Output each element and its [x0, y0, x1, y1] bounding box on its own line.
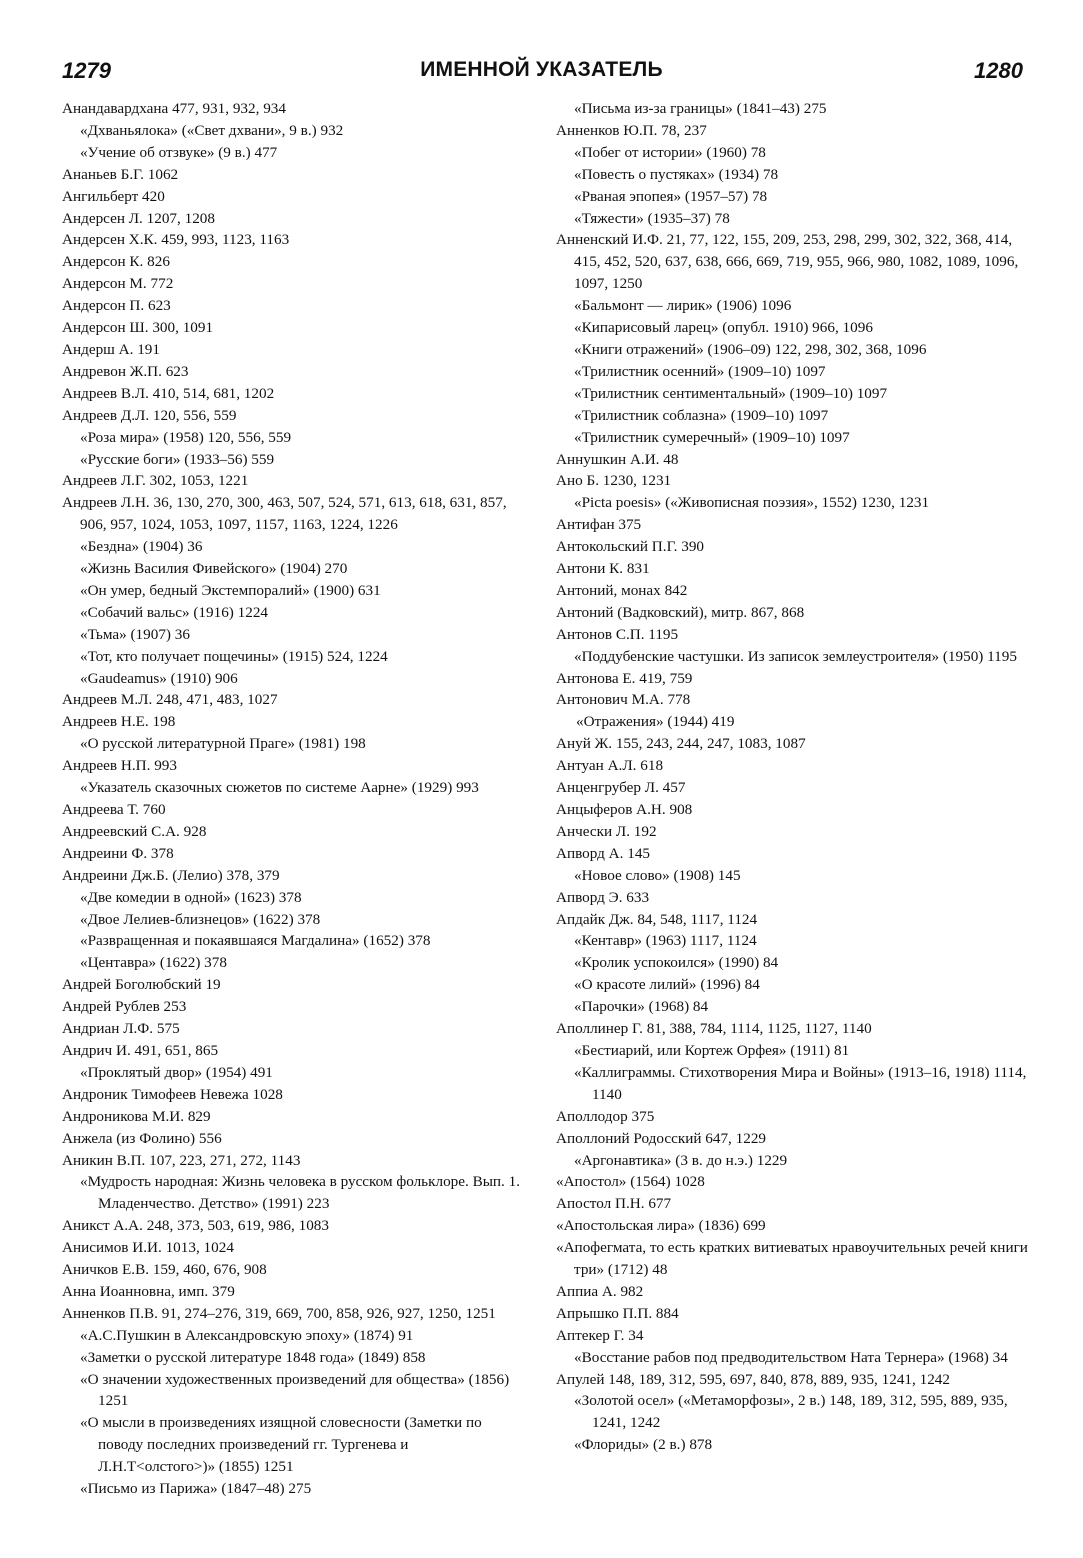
index-entry: Анцыферов А.Н. 908	[556, 801, 693, 818]
index-entry: Андрич И. 491, 651, 865	[62, 1041, 219, 1059]
index-subentry: «Рваная эпопея» (1957–57) 78	[574, 187, 768, 205]
index-entry: Апостол П.Н. 677	[556, 1195, 672, 1213]
index-entry: Андерш А. 191	[62, 340, 160, 358]
index-entry: Андреев М.Л. 248, 471, 483, 1027	[62, 691, 278, 709]
index-subentry: «Книги отражений» (1906–09) 122, 298, 302, 368, 1096	[574, 340, 927, 358]
index-entry: Андреев Л.Г. 302, 1053, 1221	[62, 472, 249, 490]
index-entry: Ананьев Б.Г. 1062	[62, 165, 179, 183]
index-subentry: «Флориды» (2 в.) 878	[574, 1436, 713, 1454]
index-entry: Ано Б. 1230, 1231	[556, 472, 672, 490]
index-entry: Аппиа А. 982	[556, 1282, 644, 1300]
index-entry: Андерсен Л. 1207, 1208	[62, 209, 215, 227]
index-subentry: «Бездна» (1904) 36	[80, 538, 203, 556]
index-entry: Анандавардхана 477, 931, 932, 934	[62, 100, 286, 117]
index-subentry: «Развращенная и покаявшаяся Магдалина» (1652) 378	[80, 932, 431, 950]
index-subentry: «Учение об отзвуке» (9 в.) 477	[80, 143, 278, 161]
index-entry: Андерсон П. 623	[62, 297, 171, 315]
index-subentry: «О русской литературной Праге» (1981) 198	[80, 735, 366, 753]
index-subentry: «Тяжести» (1935–37) 78	[574, 209, 730, 227]
index-entry: Андреини Дж.Б. (Лелио) 378, 379	[62, 866, 280, 884]
page-number-left: 1279	[62, 58, 111, 83]
index-subentry: «Мудрость народная: Жизнь человека в русском фольклоре. Вып. 1. Младенчество. Детство» (1991) 223	[80, 1173, 521, 1213]
index-entry: «Апофегмата, то есть кратких витиеватых нравоучительных речей книги три» (1712) 48	[556, 1239, 1028, 1279]
index-entry: Антокольский П.Г. 390	[556, 538, 705, 556]
index-entry: Андриан Л.Ф. 575	[62, 1020, 180, 1038]
index-entry: Анценгрубер Л. 457	[556, 779, 686, 797]
index-entry: Аникин В.П. 107, 223, 271, 272, 1143	[62, 1151, 301, 1169]
index-subentry: «Парочки» (1968) 84	[574, 998, 709, 1016]
index-entry: «Апостольская лира» (1836) 699	[556, 1217, 766, 1235]
index-entry: Андреев В.Л. 410, 514, 681, 1202	[62, 384, 275, 402]
index-entry: Ангильберт 420	[62, 187, 165, 205]
index-entry: Андрей Рублев 253	[62, 998, 187, 1016]
index-entry: Ануй Ж. 155, 243, 244, 247, 1083, 1087	[556, 735, 806, 753]
index-entry: Антонова Е. 419, 759	[556, 669, 693, 687]
index-subentry: «Золотой осел» («Метаморфозы», 2 в.) 148, 189, 312, 595, 889, 935, 1241, 1242	[574, 1392, 1008, 1432]
index-entry: Аполлодор 375	[556, 1107, 655, 1125]
index-subentry: «Бестиарий, или Кортеж Орфея» (1911) 81	[574, 1041, 850, 1059]
index-subentry: «Проклятый двор» (1954) 491	[80, 1063, 273, 1081]
index-entry: Апрышко П.П. 884	[556, 1304, 679, 1322]
index-entry: Андреевский С.А. 928	[62, 822, 207, 840]
index-entry: Антоний (Вадковский), митр. 867, 868	[556, 603, 805, 621]
index-entry: Аполлинер Г. 81, 388, 784, 1114, 1125, 1127, 1140	[556, 1020, 872, 1038]
running-title: ИМЕННОЙ УКАЗАТЕЛЬ	[420, 58, 663, 81]
index-entry: Андреева Т. 760	[62, 801, 166, 818]
index-entry: Андрей Боголюбский 19	[62, 976, 221, 994]
index-subentry: «Побег от истории» (1960) 78	[574, 143, 766, 161]
index-subentry: «Трилистник соблазна» (1909–10) 1097	[574, 406, 829, 424]
index-subentry: «Двое Лелиев-близнецов» (1622) 378	[80, 910, 321, 928]
index-subentry: «Трилистник сумеречный» (1909–10) 1097	[574, 428, 850, 446]
index-subentry: «Центавра» (1622) 378	[80, 954, 227, 972]
index-entry: Андерсон К. 826	[62, 253, 170, 271]
index-subentry: «Собачий вальс» (1916) 1224	[80, 603, 269, 621]
index-subentry: «Он умер, бедный Экстемпоралий» (1900) 631	[80, 581, 381, 599]
index-entry: Анненков Ю.П. 78, 237	[556, 121, 707, 139]
index-column-left	[62, 98, 524, 1500]
index-subentry: «Жизнь Василия Фивейского» (1904) 270	[80, 560, 348, 578]
index-subentry: «Тот, кто получает пощечины» (1915) 524, 1224	[80, 647, 388, 665]
index-subentry: «Новое слово» (1908) 145	[574, 866, 741, 884]
index-subentry: «О красоте лилий» (1996) 84	[574, 976, 760, 994]
index-subentry: «Кентавр» (1963) 1117, 1124	[574, 932, 757, 950]
index-entry: Андреини Ф. 378	[62, 844, 174, 862]
index-entry: Андерсон М. 772	[62, 275, 174, 293]
index-entry: Апворд Э. 633	[556, 888, 650, 906]
index-subentry: «Две комедии в одной» (1623) 378	[80, 888, 302, 906]
index-subentry: «Picta poesis» («Живописная поэзия», 1552) 1230, 1231	[574, 494, 930, 512]
index-subentry: «Поддубенские частушки. Из записок землеустроителя» (1950) 1195	[574, 647, 1017, 665]
index-entry: Апулей 148, 189, 312, 595, 697, 840, 878, 889, 935, 1241, 1242	[556, 1370, 950, 1388]
index-entry: Антони К. 831	[556, 560, 650, 578]
index-entry: Аптекер Г. 34	[556, 1326, 644, 1344]
index-entry: Андреев Д.Л. 120, 556, 559	[62, 406, 237, 424]
index-entry: Апворд А. 145	[556, 844, 651, 862]
index-subentry: «Gaudeamus» (1910) 906	[80, 669, 238, 687]
index-subentry: «Письма из-за границы» (1841–43) 275	[574, 100, 827, 117]
index-entry: Аполлоний Родосский 647, 1229	[556, 1129, 767, 1147]
index-subentry: «Аргонавтика» (3 в. до н.э.) 1229	[574, 1151, 788, 1169]
index-subentry: «Роза мира» (1958) 120, 556, 559	[80, 428, 292, 446]
index-entry: Андроник Тимофеев Невежа 1028	[62, 1085, 283, 1103]
index-entry: Анисимов И.И. 1013, 1024	[62, 1239, 234, 1257]
index-entry: Анненский И.Ф. 21, 77, 122, 155, 209, 253, 298, 299, 302, 322, 368, 414, 415, 452, 520, 637, 638, 666, 669, 719, 955, 966, 980, 1082, 1089, 1096, 1097, 1250	[556, 231, 1019, 293]
index-subentry: «Кролик успокоился» (1990) 84	[574, 954, 779, 972]
index-entry: Антонов С.П. 1195	[556, 625, 679, 643]
index-subentry: «Письмо из Парижа» (1847–48) 275	[80, 1480, 312, 1498]
index-subentry: «Отражения» (1944) 419	[576, 713, 735, 731]
index-entry: «Апостол» (1564) 1028	[556, 1173, 705, 1191]
index-subentry: «Повесть о пустяках» (1934) 78	[574, 165, 779, 183]
index-entry: Антоний, монах 842	[556, 581, 688, 599]
index-subentry: «Бальмонт — лирик» (1906) 1096	[574, 297, 792, 315]
index-entry: Анчески Л. 192	[556, 822, 657, 840]
index-subentry: «Тьма» (1907) 36	[80, 625, 190, 643]
index-subentry: «Кипарисовый ларец» (опубл. 1910) 966, 1096	[574, 319, 873, 337]
index-entry: Андроникова М.И. 829	[62, 1107, 211, 1125]
index-entry: Аникст А.А. 248, 373, 503, 619, 986, 1083	[62, 1217, 329, 1235]
index-subentry: «Трилистник осенний» (1909–10) 1097	[574, 362, 826, 380]
index-entry: Анна Иоанновна, имп. 379	[62, 1282, 235, 1300]
index-subentry: «Каллиграммы. Стихотворения Мира и Войны» (1913–16, 1918) 1114, 1140	[574, 1063, 1027, 1103]
index-entry: Андреев Н.П. 993	[62, 757, 177, 775]
index-entry: Андревон Ж.П. 623	[62, 362, 189, 380]
index-entry: Андерсен Х.К. 459, 993, 1123, 1163	[62, 231, 290, 249]
index-subentry: «Трилистник сентиментальный» (1909–10) 1097	[574, 384, 888, 402]
index-subentry: «Дхваньялока» («Свет дхвани», 9 в.) 932	[80, 121, 344, 139]
index-subentry: «Указатель сказочных сюжетов по системе Аарне» (1929) 993	[80, 779, 479, 797]
index-entry: Анжела (из Фолино) 556	[62, 1129, 222, 1147]
index-entry: Андреев Н.Е. 198	[62, 713, 176, 731]
index-entry: Аннушкин А.И. 48	[556, 450, 679, 468]
index-subentry: «О значении художественных произведений для общества» (1856) 1251	[80, 1370, 510, 1410]
index-subentry: «Заметки о русской литературе 1848 года» (1849) 858	[80, 1348, 426, 1366]
index-entry: Аничков Е.В. 159, 460, 676, 908	[62, 1261, 267, 1279]
page-number-right: 1280	[974, 58, 1023, 83]
index-entry: Анненков П.В. 91, 274–276, 319, 669, 700, 858, 926, 927, 1250, 1251	[62, 1304, 496, 1322]
index-entry: Андреев Л.Н. 36, 130, 270, 300, 463, 507, 524, 571, 613, 618, 631, 857, 906, 957, 1024, 1053, 1097, 1157, 1163, 1224, 1226	[62, 494, 507, 534]
index-subentry: «Восстание рабов под предводительством Ната Тернера» (1968) 34	[574, 1348, 1008, 1366]
index-entry: Антонович М.А. 778	[556, 691, 691, 709]
index-entry: Андерсон Ш. 300, 1091	[62, 319, 214, 337]
index-subentry: «Русские боги» (1933–56) 559	[80, 450, 275, 468]
index-column-right	[556, 98, 1028, 1456]
index-entry: Антифан 375	[556, 516, 642, 534]
index-subentry: «О мысли в произведениях изящной словесности (Заметки по поводу последних произведений гг. Тургенева и Л.Н.Т<олстого>)» (1855) 1251	[80, 1414, 482, 1476]
index-entry: Апдайк Дж. 84, 548, 1117, 1124	[556, 910, 758, 928]
index-subentry: «А.С.Пушкин в Александровскую эпоху» (1874) 91	[80, 1326, 414, 1344]
index-entry: Антуан А.Л. 618	[556, 757, 664, 775]
